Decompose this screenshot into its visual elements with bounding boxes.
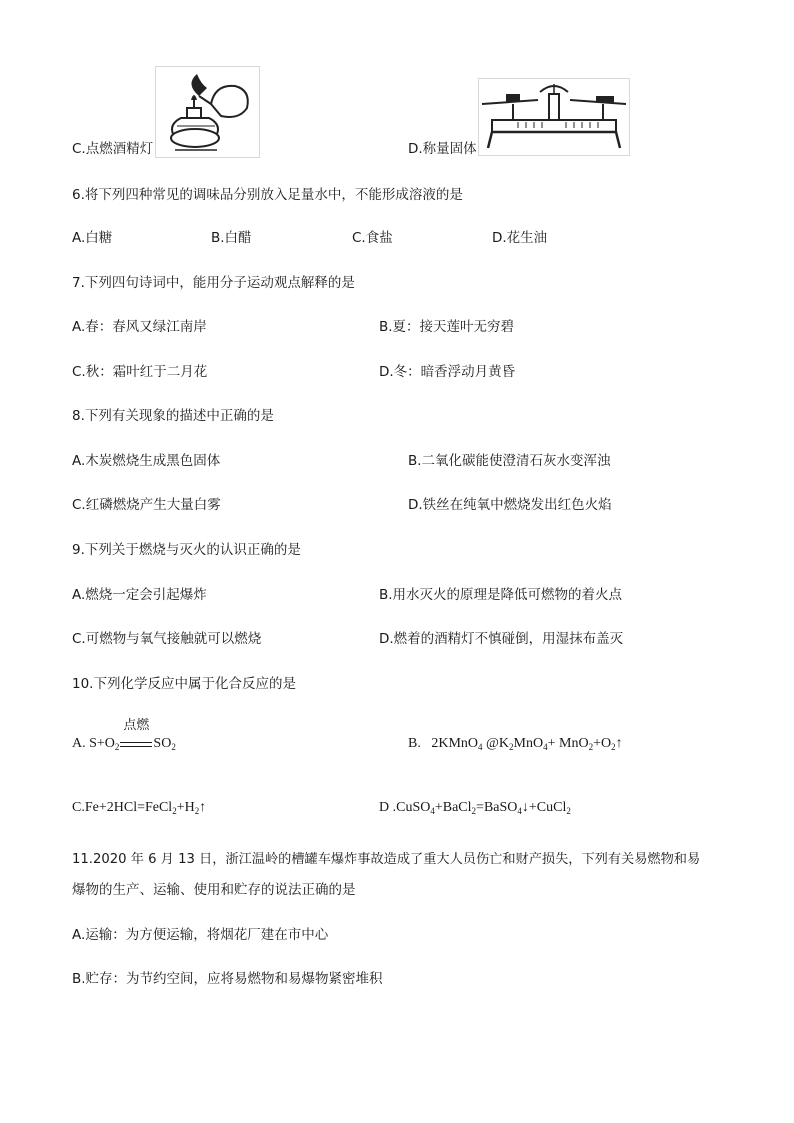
q9-option-c: C.可燃物与氧气接触就可以燃烧 — [72, 631, 262, 647]
q5-option-c: C.点燃酒精灯 — [72, 141, 154, 157]
q6-option-b: B.白醋 — [211, 230, 252, 246]
q10-option-d — [379, 799, 571, 820]
q10-option-c — [72, 799, 206, 820]
q10-option-b-label: B. — [408, 736, 421, 751]
q5-option-d: D.称量固体 — [408, 141, 477, 157]
q10-stem: 10.下列化学反应中属于化合反应的是 — [72, 676, 296, 692]
q7-option-c: C.秋：霜叶红于二月花 — [72, 364, 208, 380]
q8-stem: 8.下列有关现象的描述中正确的是 — [72, 408, 274, 424]
q11-stem-line2: 爆物的生产、运输、使用和贮存的说法正确的是 — [72, 882, 356, 898]
q7-option-b: B.夏：接天莲叶无穷碧 — [379, 319, 515, 335]
q9-option-d: D.燃着的酒精灯不慎碰倒，用湿抹布盖灭 — [379, 631, 624, 647]
q10-option-a-label: A. — [72, 736, 86, 751]
q6-stem: 6.将下列四种常见的调味品分别放入足量水中，不能形成溶液的是 — [72, 187, 463, 203]
q11-option-b: B.贮存：为节约空间，应将易燃物和易爆物紧密堆积 — [72, 971, 383, 987]
q11-option-a: A.运输：为方便运输，将烟花厂建在市中心 — [72, 927, 329, 943]
q10-option-b-equation: 2KMnO$_4$ $@K_2MnO_4+$ $MnO_2+O_2↑$ — [424, 736, 623, 752]
q10-option-a-equation: $S+O_2$ 点燃 $SO_2$ — [89, 718, 176, 752]
alcohol-lamp-lighting-figure — [155, 66, 260, 158]
q9-stem: 9.下列关于燃烧与灭火的认识正确的是 — [72, 542, 301, 558]
q6-option-d: D.花生油 — [492, 230, 548, 246]
q10-option-d-equation: CuSO$_4$+BaCl$_2$=BaSO$_4$↓+CuCl$_2$ — [396, 800, 571, 816]
reaction-condition: 点燃 — [123, 718, 150, 733]
q8-option-b: B.二氧化碳能使澄清石灰水变浑浊 — [408, 453, 611, 469]
q6-option-c: C.食盐 — [352, 230, 393, 246]
q8-option-d: D.铁丝在纯氧中燃烧发出红色火焰 — [408, 497, 612, 513]
q7-stem: 7.下列四句诗词中，能用分子运动观点解释的是 — [72, 275, 355, 291]
q9-option-b: B.用水灭火的原理是降低可燃物的着火点 — [379, 587, 623, 603]
q10-option-b — [408, 735, 623, 756]
q8-option-a: A.木炭燃烧生成黑色固体 — [72, 453, 221, 469]
q7-option-a: A.春：春风又绿江南岸 — [72, 319, 207, 335]
q7-option-d: D.冬：暗香浮动月黄昏 — [379, 364, 516, 380]
q6-option-a: A.白糖 — [72, 230, 113, 246]
q10-option-c-label: C. — [72, 800, 85, 815]
balance-scale-figure — [478, 78, 630, 156]
q9-option-a: A.燃烧一定会引起爆炸 — [72, 587, 207, 603]
q10-option-c-equation: $Fe+2HCl=FeCl_2+H_2↑$ — [84, 800, 207, 816]
q11-stem-line1: 11.2020 年 6 月 13 日，浙江温岭的槽罐车爆炸事故造成了重大人员伤亡和财产损失，下列有关易燃物和易 — [72, 852, 701, 867]
q8-option-c: C.红磷燃烧产生大量白雾 — [72, 497, 221, 513]
q10-option-d-label: D . — [379, 800, 397, 815]
q10-option-a — [72, 718, 176, 756]
